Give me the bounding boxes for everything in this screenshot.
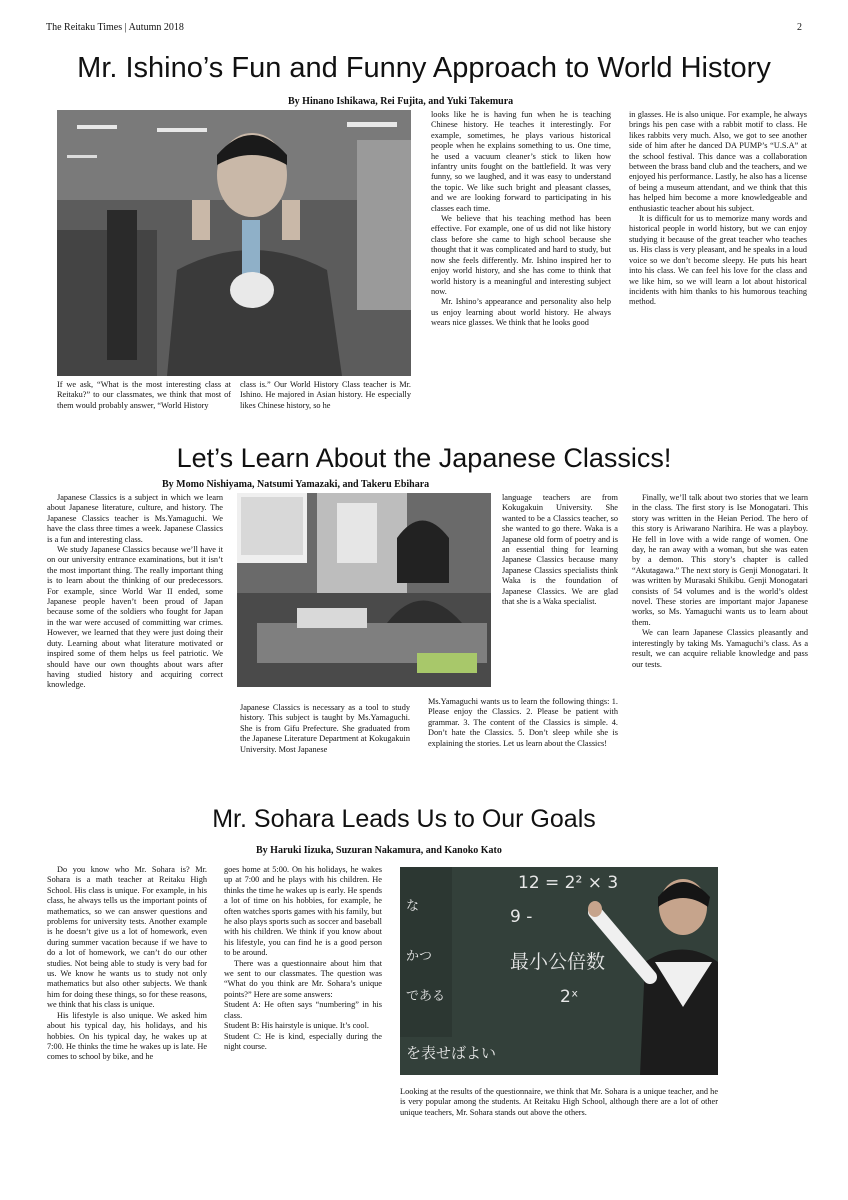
article2-col3-top: language teachers are from Kokugakuin University. She wanted to be a Classics teacher, so she wanted to go there. Waka is a Japanese old form of poetry and is an essential thing for learning Japanese Classics because many Japanese Classics specialists think Waka is the foundation of Japanese Classics. We are glad that she is a Waka specialist. bbox=[502, 493, 618, 607]
newsletter-header: The Reitaku Times | Autumn 2018 bbox=[46, 22, 184, 33]
article3-byline: By Haruki Iizuka, Suzuran Nakamura, and Kanoko Kato bbox=[256, 845, 502, 856]
article3-col2 bbox=[224, 865, 382, 1052]
blackboard-line3: 最小公倍数 bbox=[510, 951, 606, 973]
article1-col3-para2: We believe that his teaching method has been effective. For example, one of us did not like history class before she came to high school because she thought that it was complicated and hard to study, but now she feels differently. Mr. Ishino inspired her to enjoy world history, and she has come to think that world history is a meaningful and interesting subject now. bbox=[431, 214, 611, 296]
blackboard-line4: 2ˣ bbox=[560, 987, 579, 1007]
blackboard-left3: である bbox=[406, 989, 446, 1004]
article3-col1-para2: His lifestyle is also unique. We asked him about his typical day, his holidays, and his hobbies. On his typical day, he wakes up at 7:00. He thinks the time he wakes up is late. He comes to school by bike, and he bbox=[47, 1010, 207, 1062]
article3-caption: Looking at the results of the questionnaire, we think that Mr. Sohara is a unique teacher, and he is very popular among the students. At Reitaku High School, although there are a lot of other unique teachers, Mr. Sohara stands out above the others. bbox=[400, 1087, 718, 1117]
blackboard-line2: 9 - bbox=[510, 907, 533, 927]
article1-col4 bbox=[629, 110, 807, 308]
article2-byline: By Momo Nishiyama, Natsumi Yamazaki, and Takeru Ebihara bbox=[162, 479, 430, 490]
article2-col2: Japanese Classics is necessary as a tool to study history. This subject is taught by Ms.Yamaguchi. She is from Gifu Prefecture. She graduated from the Japanese Literature Department at Kokugakuin University. Most Japanese bbox=[240, 703, 410, 754]
article3-col1 bbox=[47, 865, 207, 1063]
article1-col4-para1: in glasses. He is also unique. For example, he always brings his pen case with a rabbit motif to class. He likes rabbits very much. Also, we got to see another side of him after he danced DA PUMP’s “U.S.A” at the school festival. This dance was a collaboration between the brass band club and the teachers, and we enjoyed his performance. Lastly, he also has a license of being a museum attendant, and we think that this has helped him become a more knowledgeable and enthusiastic teacher about his subject. bbox=[629, 110, 807, 213]
article1-col3-para3: Mr. Ishino’s appearance and personality also help us enjoy learning about world history. He always wears nice glasses. We think that he looks good bbox=[431, 297, 611, 328]
page-number: 2 bbox=[797, 22, 802, 33]
photo-mr-ishino bbox=[57, 110, 411, 376]
photo-ms-yamaguchi bbox=[237, 493, 491, 687]
blackboard-left2: かつ bbox=[406, 949, 433, 964]
article3-col1-para1: Do you know who Mr. Sohara is? Mr. Sohara is a math teacher at Reitaku High School. His class is unique. For example, in his class, he always tells us the important points of mathematics, so we can answer questions and problems for university tests. Another example is he doesn’t give us a lot of homework, even during summer vacation because if we have to do a lot of homework, we can’t do our other studies. Not being able to study is very bad for us. We know he wants us to study not only mathematics but also other subjects. We thank him for doing these things, so for these reasons, we think that his class is unique. bbox=[47, 865, 207, 1010]
article1-col1: If we ask, “What is the most interesting class at Reitaku?” to our classmates, we think that most of them would probably answer, “World History bbox=[57, 380, 231, 410]
article2-col4-para2: We can learn Japanese Classics pleasantly and interestingly by taking Ms. Yamaguchi’s class. As a result, we can acquire reliable knowledge and pass our tests. bbox=[632, 628, 808, 669]
article1-col2: class is.” Our World History Class teacher is Mr. Ishino. He majored in Asian history. He especially likes Chinese history, so he bbox=[240, 380, 411, 410]
article2-col1-para1: Japanese Classics is a subject in which we learn about Japanese literature, culture, and history. The Japanese Classics teacher is Ms.Yamaguchi. We have the class three times a week. Japanese Classics is a fun and interesting class. bbox=[47, 493, 223, 544]
article1-byline: By Hinano Ishikawa, Rei Fujita, and Yuki Takemura bbox=[288, 96, 514, 107]
article2-col1 bbox=[47, 493, 223, 691]
article1-col4-para2: It is difficult for us to memorize many words and historical people in world history, but we can enjoy studying it because of the great teacher who teaches us. His class is very pleasant, and he speaks in a loud voice so we don’t become sleepy. He puts his heart into his class. We can feel his love for the class and we like him, so we will learn a lot about historical incidents with him thanks to his humorous teaching method. bbox=[629, 214, 807, 307]
answer-student-b: Student B: His hairstyle is unique. It’s cool. bbox=[224, 1021, 369, 1031]
article3-col2-para1: goes home at 5:00. On his holidays, he wakes up at 7:00 and he plays with his children. He thinks the time he wakes up is early. He spends a lot of time on his hobbies, for example, he often watches sports games with his family, but he also plays sports such as soccer and baseball with his children. We think if you know about his lifestyle, you can find he is a good person to be around. bbox=[224, 865, 382, 958]
article2-col3-wide: Ms.Yamaguchi wants us to learn the following things: 1. Please enjoy the Classics. 2. Please be patient with grammar. 3. The content of the Classics is simple. 4. Don’t hate the Classics. 5. Don’t sleep while she is explaining the stories. Let us learn about the Classics! bbox=[428, 697, 618, 748]
answer-student-c: Student C: He is kind, especially during the night course. bbox=[224, 1031, 382, 1051]
blackboard-bottom: を表せばよい bbox=[406, 1044, 497, 1062]
article2-col1-para2: We study Japanese Classics because we’ll have it on our university entrance examinations, but it isn’t the most important thing. The really important thing is to learn about the thinking of our predecessors. For example, since World War II ended, some Japanese people haven’t been proud of Japan because some of the soldiers who fought for Japan in the war were accused of committing war crimes. However, we learned that they were just doing their duty. Learning about what literature motivated or inspired some of them helps us feel patriotic. We should have our own thoughts about wars after having studied history and acquiring correct knowledge. bbox=[47, 545, 223, 690]
photo-mr-sohara bbox=[400, 867, 718, 1075]
article2-col4-para1: Finally, we’ll talk about two stories that we learn in the class. The first story is Ise Monogatari. This story was written in the Heian Period. The hero of this story is Ariwarano Narihira. He was a playboy. He fell in love with a wide range of women. One day, he ran away with a woman, but she was eaten by a demon. This story’s chapter is called “Akutagawa.” The next story is Genji Monogatari. It was written by Murasaki Shikibu. Genji Monogatari consists of 54 volumes and is the world’s oldest novel. These stories are important major Japanese works, so Ms. Yamaguchi wants us to learn about them. bbox=[632, 493, 808, 627]
article3-title: Mr. Sohara Leads Us to Our Goals bbox=[212, 805, 596, 833]
article2-col4 bbox=[632, 493, 808, 670]
article3-col2-para2: There was a questionnaire about him that we sent to our classmates. The question was “What do you think are Mr. Sohara’s unique points?” Here are some answers: bbox=[224, 958, 382, 999]
blackboard-line1: 12 = 2² × 3 bbox=[518, 873, 619, 893]
article1-title: Mr. Ishino’s Fun and Funny Approach to World History bbox=[77, 52, 771, 84]
answer-student-a: Student A: He often says “numbering” in his class. bbox=[224, 1000, 382, 1020]
article1-col3 bbox=[431, 110, 611, 329]
article2-title: Let’s Learn About the Japanese Classics! bbox=[176, 443, 672, 473]
blackboard-left1: な bbox=[406, 899, 420, 914]
article1-col3-para1: looks like he is having fun when he is teaching Chinese history. He teaches it interestingly. For example, sometimes, he plays various historical people when he explains something to us. One time, he used a vacuum cleaner’s stick to liken how infantry units fought on the battlefield. It was very funny, so we laughed, and it was easy to understand the topic. We like such bright and pleasant classes, and we are looking forward to participating in his classes each time. bbox=[431, 110, 611, 213]
